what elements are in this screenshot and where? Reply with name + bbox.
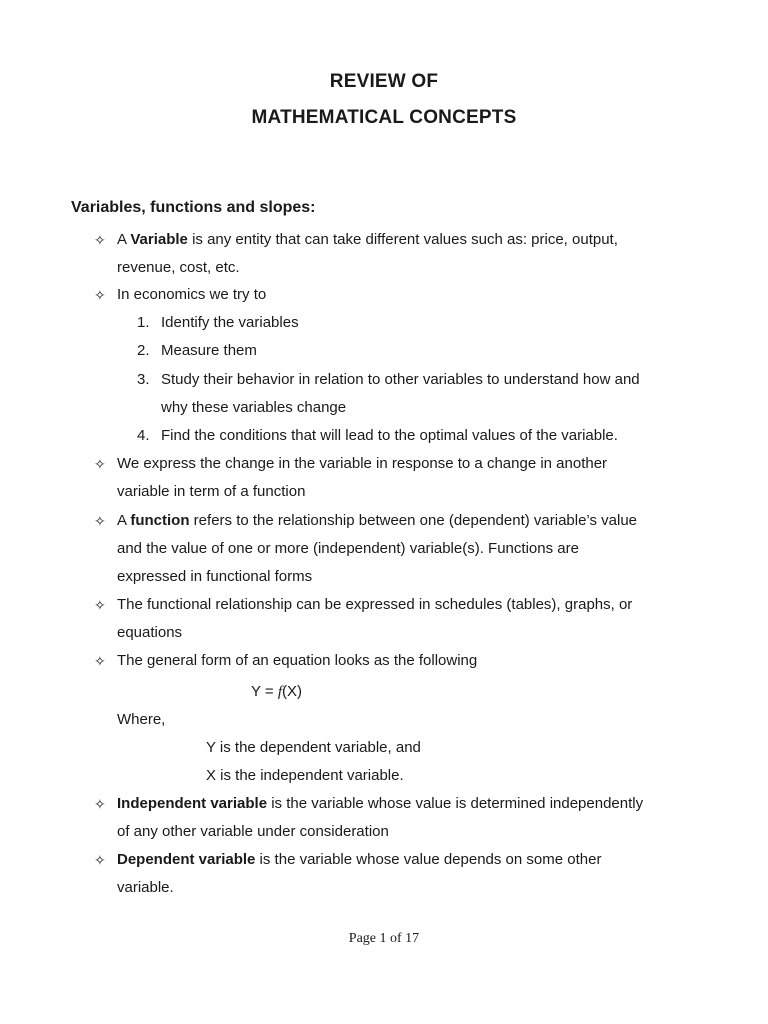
bullet-dependent-line2: variable. — [117, 879, 174, 896]
bullet-icon: ✧ — [94, 597, 106, 613]
where-x: X is the independent variable. — [206, 767, 404, 784]
list-number: 2. — [137, 342, 150, 359]
bullet-change-line1: We express the change in the variable in response to a change in another — [117, 455, 608, 472]
page-number: Page 1 of 17 — [348, 931, 420, 946]
where-y: Y is the dependent variable, and — [206, 739, 421, 756]
where-label: Where, — [117, 711, 166, 728]
list-number: 1. — [137, 314, 150, 331]
list-item-continued: why these variables change — [161, 399, 347, 416]
bullet-independent-line1: Independent variable is the variable whose value is determined independently — [117, 795, 644, 812]
bullet-icon: ✧ — [94, 232, 106, 248]
list-item: Measure them — [161, 342, 257, 359]
bullet-function-line2: and the value of one or more (independent) variable(s). Functions are — [117, 540, 579, 557]
bullet-relationship-line2: equations — [117, 624, 183, 641]
bullet-icon: ✧ — [94, 513, 106, 529]
bullet-icon: ✧ — [94, 456, 106, 472]
bullet-relationship-line1: The functional relationship can be expressed in schedules (tables), graphs, or — [117, 596, 633, 613]
bullet-icon: ✧ — [94, 852, 106, 868]
equation: Y = f(X) — [251, 683, 303, 700]
bullet-icon: ✧ — [94, 653, 106, 669]
bullet-independent-line2: of any other variable under consideration — [117, 823, 389, 840]
section-heading: Variables, functions and slopes: — [71, 199, 316, 216]
list-number: 3. — [137, 371, 150, 388]
title-line-2: MATHEMATICAL CONCEPTS — [251, 107, 517, 128]
bullet-dependent-line1: Dependent variable is the variable whose value depends on some other — [117, 851, 602, 868]
list-item: Identify the variables — [161, 314, 299, 331]
bullet-variable-line1: A Variable is any entity that can take different values such as: price, output, — [117, 231, 618, 248]
bullet-general-form: The general form of an equation looks as the following — [117, 652, 478, 669]
list-number: 4. — [137, 427, 150, 444]
list-item: Study their behavior in relation to other variables to understand how and — [161, 371, 640, 388]
bullet-economics: In economics we try to — [117, 286, 267, 303]
bullet-function-line3: expressed in functional forms — [117, 568, 313, 585]
list-item: Find the conditions that will lead to the optimal values of the variable. — [161, 427, 618, 444]
bullet-icon: ✧ — [94, 796, 106, 812]
bullet-icon: ✧ — [94, 287, 106, 303]
bullet-function-line1: A function refers to the relationship between one (dependent) variable’s value — [117, 512, 638, 529]
bullet-variable-line2: revenue, cost, etc. — [117, 259, 240, 276]
bullet-change-line2: variable in term of a function — [117, 483, 306, 500]
title-line-1: REVIEW OF — [329, 71, 439, 92]
